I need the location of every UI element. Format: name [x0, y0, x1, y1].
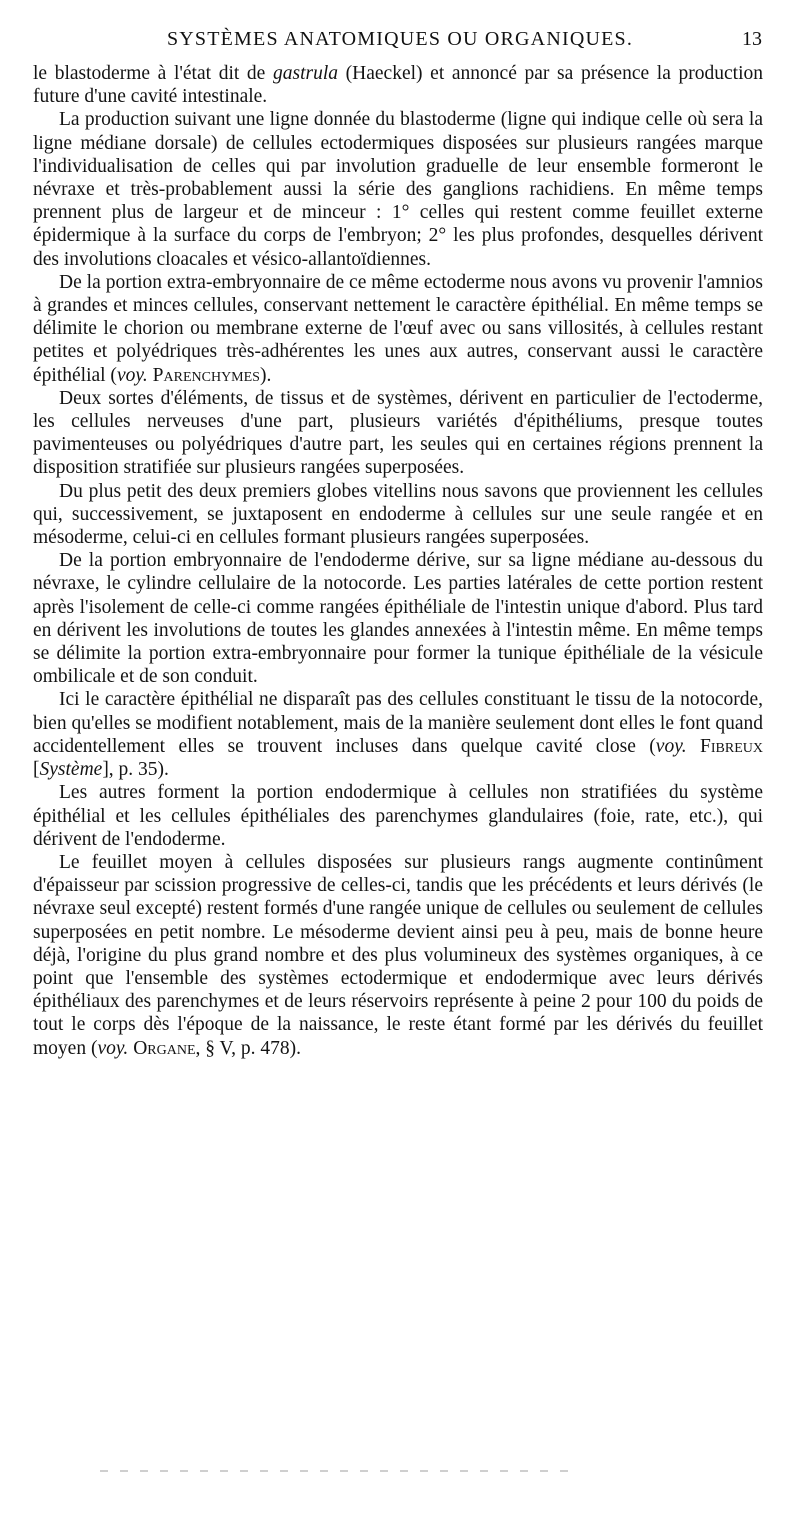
- text-run: ], p. 35).: [102, 759, 169, 781]
- text-run: La production suivant une ligne donnée du blastoderme (ligne qui indique celle où sera la ligne médiane dorsale) de cellules ectodermiques disposées sur plusieurs rangées marque l'individualisation de celles qui par involution graduelle de leur ensemble formeront le névraxe et très-probablement aussi la série des ganglions rachidiens. En même temps prennent plus de largeur et de minceur : 1° celles qui restent comme feuillet externe épidermique à la surface du corps de l'embryon; 2° les plus profondes, desquelles dérivent des involutions cloacales et vésico-allantoïdiennes.: [33, 109, 763, 270]
- text-run: Deux sortes d'éléments, de tissus et de systèmes, dérivent en particulier de l'ectoderme, les cellules nerveuses d'une part, plusieurs variétés d'épithéliums, presque toutes pavimenteuses ou polyédriques d'autre part, les seules qui en certaines régions prennent la disposition stratifiée sur plusieurs rangées superposées.: [33, 387, 763, 479]
- text-run: le blastoderme à l'état dit de: [33, 63, 273, 84]
- cross-reference-run: Organe: [133, 1037, 196, 1059]
- running-head: [30, 28, 770, 58]
- text-run: [687, 736, 700, 757]
- paragraph-ectoderm-derivatives: [33, 387, 763, 480]
- cross-reference-run: Parenchymes: [152, 364, 260, 386]
- text-run: Du plus petit des deux premiers globes vitellins nous savons que proviennent les cellules qui, successivement, se juxtaposent en endoderme à cellules sur une seule rangée et en mésoderme, celui-ci en cellules formant plusieurs rangées superposées.: [33, 480, 763, 549]
- paragraph-mesoderm: [33, 851, 763, 1060]
- cross-reference-run: Fibreux: [700, 735, 763, 757]
- text-run: ).: [259, 364, 272, 386]
- page-number: 13: [742, 28, 762, 50]
- paragraph-endoderm-notochord: [33, 549, 763, 688]
- paragraph-endodermic-portion: [33, 781, 763, 851]
- italic-run: gastrula: [273, 63, 339, 84]
- paragraph-notochord-epithelial: [33, 688, 763, 781]
- text-run: Le feuillet moyen à cellules disposées sur plusieurs rangs augmente continûment d'épaisseur par scission progressive de celles-ci, tandis que les précédents et leurs dérivés (le névraxe seul excepté) restent formés d'une rangée unique de cellules ou seulement de cellules superposées en petit nombre. Le mésoderme devient ainsi peu à peu, mais de bonne heure déjà, l'origine du plus grand nombre et des plus volumineux des systèmes organiques, à ce point que l'ensemble des systèmes ectodermique et endodermique avec leurs dérivés épithéliaux des parenchymes et de leurs réservoirs représente à peine 2 pour 100 du poids de tout le corps dès l'époque de la naissance, le reste étant formé par les dérivés du feuillet moyen (: [33, 851, 763, 1059]
- text-run: Ici le caractère épithélial ne disparaît pas des cellules constituant le tissu de la notocorde, bien qu'elles se modifient notablement, mais de la manière seulement dont elles le font quand accidentellement elles se trouvent incluses dans quelque cavité close (: [33, 689, 763, 757]
- text-run: [: [33, 759, 40, 781]
- paragraph-extra-embryonic-ectoderm: [33, 271, 763, 387]
- italic-run: voy.: [655, 735, 687, 757]
- text-run: De la portion embryonnaire de l'endoderme dérive, sur sa ligne médiane au-dessous du névraxe, le cylindre cellulaire de la notocorde. Les parties latérales de cette portion restent après l'isolement de celle-ci comme rangées épithéliale de l'intestin unique d'abord. Plus tard en dérivent les involutions de toutes les glandes annexées à l'intestin même. En même temps se délimite la portion extra-embryonnaire pour former la tunique épithéliale de la vésicule ombilicale et de son conduit.: [33, 550, 763, 688]
- text-run: De la portion extra-embryonnaire de ce même ectoderme nous avons vu provenir l'amnios à grandes et minces cellules, conservant nettement le caractère épithélial. En même temps se délimite le chorion ou membrane externe de l'œuf avec ou sans villosités, à cellules restant petites et polyédriques très-adhérentes les unes aux autres, conservant aussi le caractère épithélial (: [33, 271, 763, 386]
- paragraph-continuation: [33, 62, 763, 108]
- italic-run: voy.: [97, 1037, 129, 1059]
- text-run: Les autres forment la portion endodermique à cellules non stratifiées du système épithélial et les cellules épithéliales des parenchymes glandulaires (foie, rate, etc.), qui dérivent de l'endoderme.: [33, 782, 763, 850]
- text-run: , § V, p. 478).: [195, 1037, 301, 1059]
- paragraph-ectoderm-neural: [33, 108, 763, 270]
- italic-run: Système: [39, 759, 103, 781]
- running-head-title: SYSTÈMES ANATOMIQUES OU ORGANIQUES.: [166, 28, 634, 50]
- italic-run: voy.: [116, 364, 148, 386]
- footer-scan-artifact: [100, 1470, 580, 1472]
- body-text: [33, 62, 763, 1060]
- text-run: (Haeckel) et annoncé par sa présence la production future d'une cavité intestinale.: [33, 63, 763, 108]
- paragraph-vitelline-globes: [33, 480, 763, 550]
